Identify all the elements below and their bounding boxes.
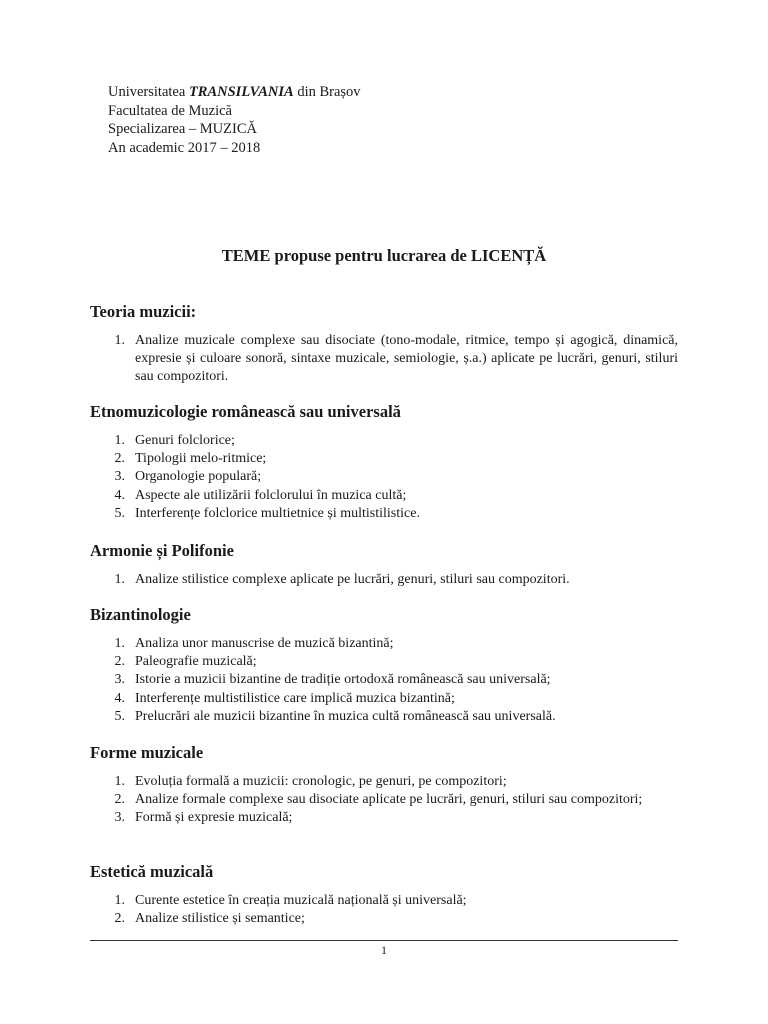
specialization-line: Specializarea – MUZICĂ xyxy=(108,121,257,138)
item-number: 5. xyxy=(114,708,125,724)
list-item xyxy=(90,910,678,928)
item-text: Analize formale complexe sau disociate aplicate pe lucrări, genuri, stiluri sau compozitori; xyxy=(135,792,643,808)
list-item xyxy=(90,450,678,468)
list-item xyxy=(90,571,678,589)
section-forme-muzicale xyxy=(90,743,678,828)
topic-list xyxy=(90,332,678,387)
list-item xyxy=(90,432,678,450)
section-estetica-muzicala xyxy=(90,862,678,928)
section-teoria-muzicii xyxy=(90,302,678,387)
item-number: 2. xyxy=(114,451,125,467)
list-item xyxy=(90,690,678,708)
item-text: Curente estetice în creația muzicală națională și universală; xyxy=(135,893,467,908)
list-item xyxy=(90,505,678,523)
list-item xyxy=(90,635,678,653)
item-number: 3. xyxy=(114,810,125,826)
item-number: 1. xyxy=(114,333,125,348)
item-text: Aspecte ale utilizării folclorului în muzica cultă; xyxy=(135,487,407,503)
list-item xyxy=(90,487,678,505)
item-number: 1. xyxy=(114,774,125,789)
item-text: Evoluția formală a muzicii: cronologic, pe genuri, pe compozitori; xyxy=(135,774,507,789)
section-title: Bizantinologie xyxy=(90,605,191,624)
section-title: Forme muzicale xyxy=(90,743,204,762)
section-bizantinologie xyxy=(90,605,678,726)
item-number: 2. xyxy=(114,792,125,808)
item-number: 1. xyxy=(114,636,125,651)
list-item xyxy=(90,892,678,910)
list-item xyxy=(90,708,678,726)
university-line xyxy=(108,83,361,102)
university-suffix: din Brașov xyxy=(293,84,361,100)
academic-year-line: An academic 2017 – 2018 xyxy=(108,140,261,157)
institution-header xyxy=(108,83,361,158)
document-title: TEME propuse pentru lucrarea de LICENȚĂ xyxy=(221,246,547,265)
section-title: Teoria muzicii: xyxy=(90,302,197,321)
list-item xyxy=(90,332,678,387)
item-text: Analize muzicale complexe sau disociate (tono-modale, ritmice, tempo și agogică, dinamică, expresie și culoare sonoră, sintaxe muzicale, semiologie, ș.a.) aplicate pe lucrări, genuri, stiluri sau compozitori. xyxy=(135,333,678,385)
page-number: 1 xyxy=(381,943,387,957)
list-item xyxy=(90,671,678,689)
item-text: Tipologii melo-ritmice; xyxy=(135,451,267,467)
item-number: 2. xyxy=(114,654,125,670)
list-item xyxy=(90,809,678,827)
list-item xyxy=(90,468,678,486)
item-text: Formă și expresie muzicală; xyxy=(135,810,293,826)
topic-list xyxy=(90,892,678,928)
item-number: 4. xyxy=(114,690,125,706)
section-title: Etnomuzicologie românească sau universală xyxy=(90,402,401,421)
item-number: 1. xyxy=(114,572,125,587)
item-text: Analize stilistice complexe aplicate pe lucrări, genuri, stiluri sau compozitori. xyxy=(135,572,570,587)
section-title: Estetică muzicală xyxy=(90,862,214,881)
university-prefix: Universitatea xyxy=(108,84,189,100)
item-text: Interferențe folclorice multietnice și multistilistice. xyxy=(135,505,420,521)
item-text: Analize stilistice și semantice; xyxy=(135,911,305,927)
item-text: Analiza unor manuscrise de muzică bizantină; xyxy=(135,636,394,651)
item-text: Paleografie muzicală; xyxy=(135,654,257,670)
topic-list xyxy=(90,773,678,828)
item-number: 1. xyxy=(114,433,125,448)
faculty-line: Facultatea de Muzică xyxy=(108,102,232,119)
footer-divider xyxy=(90,940,678,941)
section-etnomuzicologie xyxy=(90,402,678,523)
list-item xyxy=(90,653,678,671)
item-number: 1. xyxy=(114,893,125,908)
topic-list xyxy=(90,635,678,726)
university-brand: TRANSILVANIA xyxy=(188,84,294,100)
item-text: Prelucrări ale muzicii bizantine în muzica cultă românească sau universală. xyxy=(135,708,556,724)
topic-list xyxy=(90,432,678,523)
topic-list xyxy=(90,571,678,589)
section-armonie-polifonie xyxy=(90,541,678,589)
section-title: Armonie și Polifonie xyxy=(90,541,234,560)
list-item xyxy=(90,791,678,809)
item-number: 5. xyxy=(114,505,125,521)
item-text: Organologie populară; xyxy=(135,469,262,485)
item-text: Interferențe multistilistice care implică muzica bizantină; xyxy=(135,690,455,706)
item-number: 3. xyxy=(114,469,125,485)
item-number: 4. xyxy=(114,487,125,503)
item-text: Istorie a muzicii bizantine de tradiție ortodoxă românească sau universală; xyxy=(135,672,551,688)
item-number: 3. xyxy=(114,672,125,688)
list-item xyxy=(90,773,678,791)
item-text: Genuri folclorice; xyxy=(135,433,235,448)
item-number: 2. xyxy=(114,911,125,927)
